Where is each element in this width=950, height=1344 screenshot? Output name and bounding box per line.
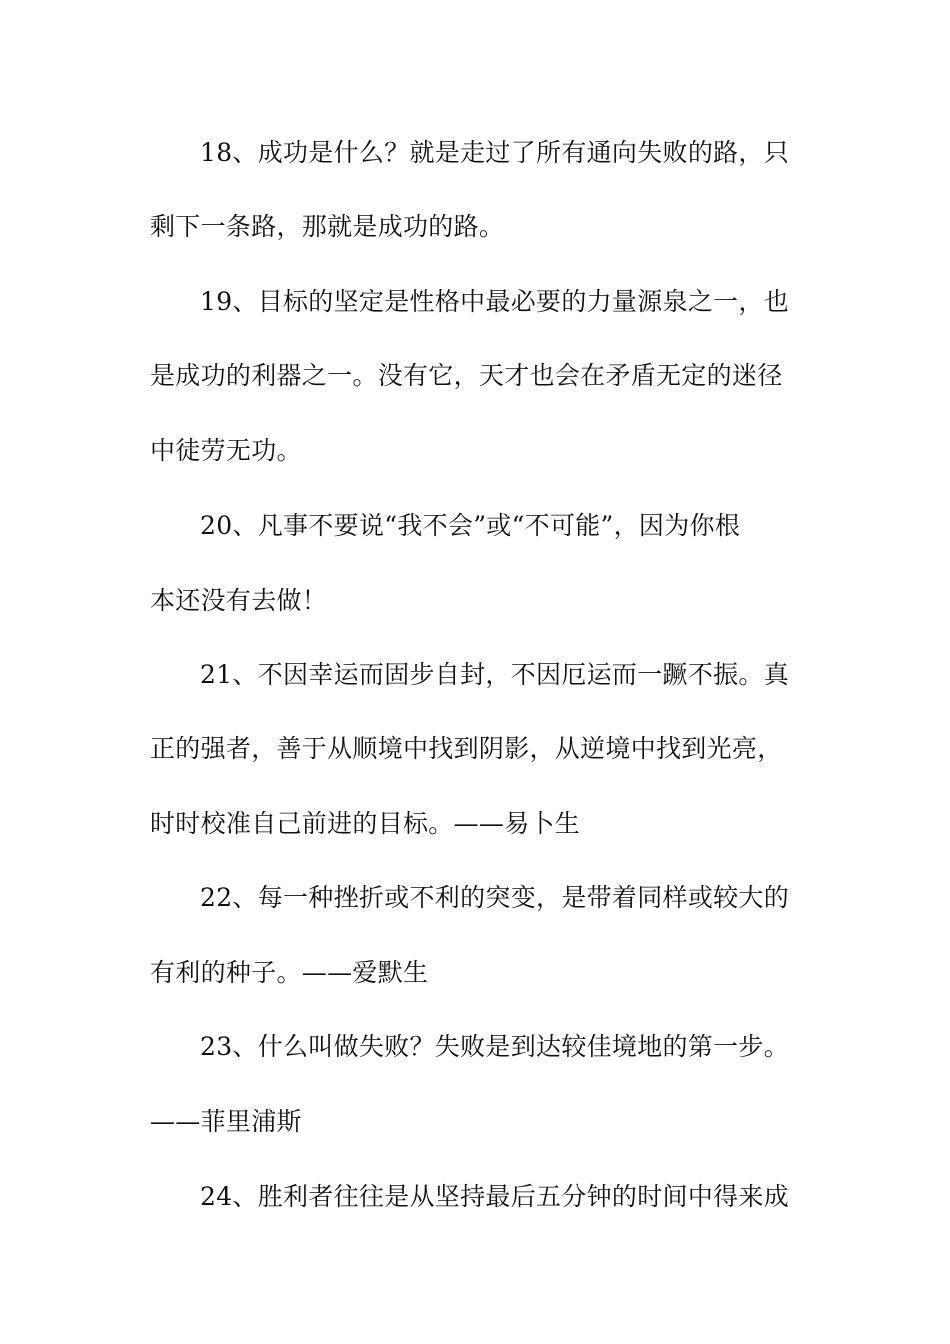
- paragraph-19-line-3: 中徒劳无功。: [150, 436, 302, 465]
- paragraph-21-line-1: 21、不因幸运而固步自封，不因厄运而一蹶不振。真: [200, 660, 790, 689]
- paragraph-23-line-1: 23、什么叫做失败？失败是到达较佳境地的第一步。: [200, 1032, 790, 1061]
- paragraph-22-line-1: 22、每一种挫折或不利的突变，是带着同样或较大的: [200, 883, 790, 912]
- paragraph-21-line-3: 时时校准自己前进的目标。——易卜生: [150, 809, 581, 838]
- paragraph-21-line-2: 正的强者，善于从顺境中找到阴影，从逆境中找到光亮，: [150, 734, 783, 763]
- paragraph-19-line-2: 是成功的利器之一。没有它，天才也会在矛盾无定的迷径: [150, 361, 783, 390]
- paragraph-18-line-1: 18、成功是什么？就是走过了所有通向失败的路，只: [200, 138, 790, 167]
- paragraph-20-line-2: 本还没有去做！: [150, 586, 328, 615]
- paragraph-23-line-2: ——菲里浦斯: [150, 1107, 302, 1136]
- paragraph-19-line-1: 19、目标的坚定是性格中最必要的力量源泉之一，也: [200, 287, 790, 316]
- paragraph-24-line-1: 24、胜利者往往是从坚持最后五分钟的时间中得来成: [200, 1182, 790, 1211]
- paragraph-20-line-1: 20、凡事不要说“我不会”或“不可能”，因为你根: [200, 511, 741, 540]
- paragraph-22-line-2: 有利的种子。——爱默生: [150, 958, 429, 987]
- paragraph-18-line-2: 剩下一条路，那就是成功的路。: [150, 212, 505, 241]
